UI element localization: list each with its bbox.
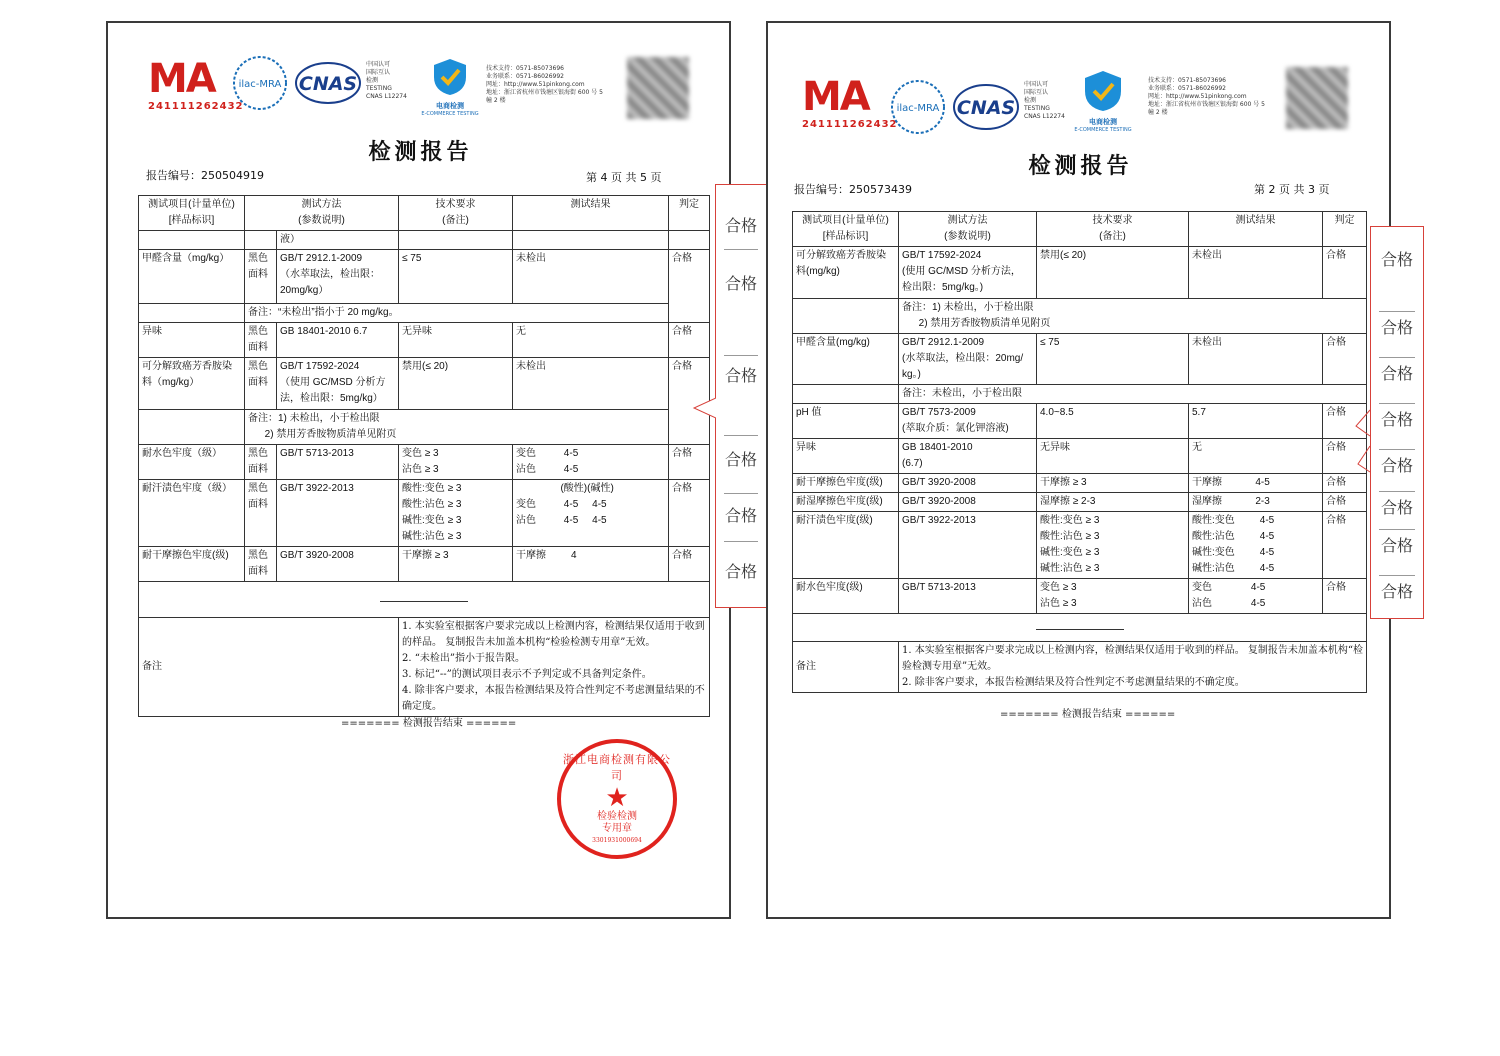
table-row: 耐水色牢度（级） 黑色 面料 GB/T 5713-2013 变色 ≥ 3 沾色 ≥ 3 变色 4-5 沾色 4-5 合格 — [139, 445, 710, 480]
remarks-row: 备注 1. 本实验室根据客户要求完成以上检测内容，检测结果仅适用于收到的样品。 复制报告未加盖本机构“检验检测专用章”无效。 2. “未检出”指小于报告限。 3. 标记“--”的测试项目表示不予判定或不具备判定条件。 4. 除非客户要求，本报告检测结果及符合性判定不考虑测量结果的不确定度。 — [139, 618, 710, 717]
qr-code — [627, 57, 689, 119]
page-info: 第 4 页 共 5 页 — [586, 171, 662, 184]
cert-info: 中国认可 国际互认 检测 TESTING CNAS L12274 — [366, 61, 407, 100]
table-row: 液） — [139, 231, 710, 250]
table-spacer-row — [139, 582, 710, 618]
cnas-text: CNAS — [956, 97, 1016, 119]
header-verdict: 判定 — [1323, 212, 1367, 247]
header-requirement: 技术要求 (备注) — [399, 196, 513, 231]
official-seal: 浙江电商检测有限公司 ★ 检验检测 专用章 3301931000694 — [557, 739, 677, 859]
cma-logo: MA 241111262432 — [802, 74, 898, 130]
divider — [1036, 629, 1124, 630]
table-header — [139, 196, 710, 231]
report-number: 报告编号：250573439 — [794, 183, 912, 196]
page-info: 第 2 页 共 3 页 — [1254, 183, 1330, 196]
verdict-callout-panel-2: 合格 合格 合格 合格 合格 合格 合格 合格 — [1370, 226, 1424, 619]
divider — [380, 601, 468, 602]
report-end: ======= 检测报告结束 ====== — [341, 718, 517, 729]
table-row: 耐汗渍色牢度（级） 黑色 面料 GB/T 3922-2013 酸性:变色 ≥ 3 酸性:沾色 ≥ 3 碱性:变色 ≥ 3 碱性:沾色 ≥ 3 (酸性)(碱性) 变色 4-5 4-5 沾色 4-5 4-5 合格 — [139, 480, 710, 547]
cert-info: 中国认可 国际互认 检测 TESTING CNAS L12274 — [1024, 81, 1065, 120]
table-row: 耐汗渍色牢度(级) GB/T 3922-2013 酸性:变色 ≥ 3 酸性:沾色 ≥ 3 碱性:变色 ≥ 3 碱性:沾色 ≥ 3 酸性:变色 4-5 酸性:沾色 4-5 碱性:变色 4-5 碱性:沾色 4-5 合格 — [793, 512, 1367, 579]
table-row: 甲醛含量（mg/kg） 黑色 面料 GB/T 2912.1-2009 （水萃取法，检出限： 20mg/kg） ≤ 75 未检出 合格 — [139, 250, 710, 304]
table-note-row: 备注：1) 未检出，小于检出限 2) 禁用芳香胺物质清单见附页 — [139, 410, 710, 445]
ilac-text: ilac-MRA — [238, 79, 282, 90]
cnas-logo — [294, 61, 362, 105]
table-spacer-row — [793, 614, 1367, 642]
contact-info: 技术支持：0571-85073696 业务联系：0571-86026992 网址：http://www.51pinkong.com 地址：浙江省杭州市钱塘区银海街 600 号 5 幢 2 楼 — [1148, 77, 1265, 116]
remarks-row: 备注 1. 本实验室根据客户要求完成以上检测内容，检测结果仅适用于收到的样品。 复制报告未加盖本机构“检验检测专用章”无效。 2. 除非客户要求，本报告检测结果及符合性判定不考虑测量结果的不确定度。 — [793, 642, 1367, 693]
callout-pointer — [1352, 406, 1372, 476]
header-result: 测试结果 — [1189, 212, 1323, 247]
table-row: 耐湿摩擦色牢度(级) GB/T 3920-2008 湿摩擦 ≥ 2-3 湿摩擦 2-3 合格 — [793, 493, 1367, 512]
ecommerce-testing-logo: 电商检测 E-COMMERCE TESTING — [1068, 69, 1138, 133]
cnas-text: CNAS — [298, 73, 358, 95]
table-row: 异味 黑色 面料 GB 18401-2010 6.7 无异味 无 合格 — [139, 323, 710, 358]
results-table — [792, 211, 1367, 693]
table-header — [793, 212, 1367, 247]
table-row: 耐水色牢度(级) GB/T 5713-2013 变色 ≥ 3 沾色 ≥ 3 变色 4-5 沾色 4-5 合格 — [793, 579, 1367, 614]
header-item: 测试项目(计量单位) [样品标识] — [139, 196, 245, 231]
header-method: 测试方法 (参数说明) — [245, 196, 399, 231]
report-number: 报告编号：250504919 — [146, 169, 264, 182]
report-title: 检测报告 — [368, 139, 473, 165]
header-requirement: 技术要求 (备注) — [1037, 212, 1189, 247]
header-item: 测试项目(计量单位) [样品标识] — [793, 212, 899, 247]
qr-code — [1286, 67, 1348, 129]
table-note-row: 备注：未检出，小于检出限 — [793, 385, 1367, 404]
cma-logo: MA 241111262432 — [148, 56, 244, 112]
header-method: 测试方法 (参数说明) — [899, 212, 1037, 247]
report-end: ======= 检测报告结束 ====== — [1000, 709, 1176, 720]
table-row: 可分解致癌芳香胺染 料（mg/kg） 黑色 面料 GB/T 17592-2024 （使用 GC/MSD 分析方 法，检出限：5mg/kg） 禁用(≤ 20) 未检出 合格 — [139, 358, 710, 410]
table-note-row: 备注：1) 未检出，小于检出限 2) 禁用芳香胺物质清单见附页 — [793, 299, 1367, 334]
header-verdict: 判定 — [669, 196, 710, 231]
shield-check-icon — [430, 57, 470, 97]
shield-check-icon — [1081, 69, 1125, 113]
verdict-callout-panel-1: 合格 合格 合格 合格 合格 合格 — [715, 184, 767, 608]
table-note-row: 备注：“未检出”指小于 20 mg/kg。 — [139, 304, 710, 323]
table-row: pH 值 GB/T 7573-2009 (萃取介质：氯化钾溶液) 4.0~8.5 5.7 合格 — [793, 404, 1367, 439]
table-row: 甲醛含量(mg/kg) GB/T 2912.1-2009 (水萃取法，检出限：20mg/ kg。) ≤ 75 未检出 合格 — [793, 334, 1367, 385]
table-row: 异味 GB 18401-2010 (6.7) 无异味 无 合格 — [793, 439, 1367, 474]
star-icon: ★ — [605, 783, 629, 813]
table-row: 耐干摩擦色牢度(级) GB/T 3920-2008 干摩擦 ≥ 3 干摩擦 4-5 合格 — [793, 474, 1367, 493]
ilac-mra-logo — [890, 79, 946, 135]
ecommerce-testing-logo: 电商检测 E-COMMERCE TESTING — [420, 57, 480, 117]
report-page-1 — [106, 21, 731, 919]
table-row: 耐干摩擦色牢度(级) 黑色 面料 GB/T 3920-2008 干摩擦 ≥ 3 干摩擦 4 合格 — [139, 547, 710, 582]
report-title: 检测报告 — [1028, 153, 1133, 179]
cnas-logo — [952, 83, 1020, 131]
report-page-2 — [766, 21, 1391, 919]
ilac-mra-logo — [232, 55, 288, 111]
callout-pointer — [692, 396, 716, 420]
header-result: 测试结果 — [513, 196, 669, 231]
ilac-text: ilac-MRA — [896, 103, 940, 114]
results-table — [138, 195, 710, 717]
contact-info: 技术支持：0571-85073696 业务联系：0571-86026992 网址：http://www.51pinkong.com 地址：浙江省杭州市钱塘区银海街 600 号 5 幢 2 楼 — [486, 65, 603, 104]
table-row: 可分解致癌芳香胺染 料(mg/kg) GB/T 17592-2024 (使用 GC/MSD 分析方法， 检出限：5mg/kg。) 禁用(≤ 20) 未检出 合格 — [793, 247, 1367, 299]
